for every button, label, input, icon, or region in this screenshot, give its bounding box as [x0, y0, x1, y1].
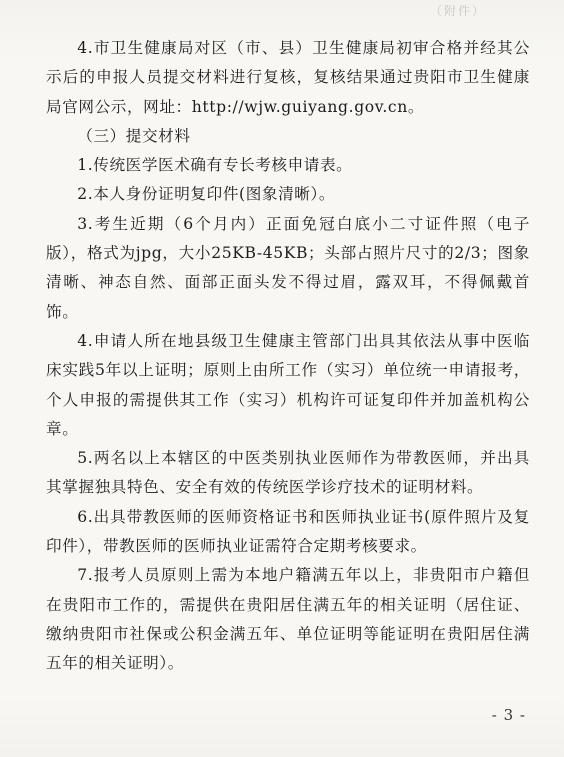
- material-item-4: 4.申请人所在地县级卫生健康主管部门出具其依法从事中医临床实践5年以上证明；原则上由所工作（实习）单位统一申请报考，个人申报的需提供其工作（实习）机构许可证复印件并加盖机构公章。: [46, 331, 530, 438]
- material-item-6: 6.出具带教医师的医师资格证书和医师执业证书(原件照片及复印件），带教医师的医师执业证需符合定期考核要求。: [46, 507, 530, 556]
- material-item-2: 2.本人身份证明复印件(图象清晰）。: [77, 185, 336, 204]
- material-item-5: 5.两名以上本辖区的中医类别执业医师作为带教医师，并出具其掌握独具特色、安全有效的传统医学诊疗技术的证明材料。: [46, 449, 530, 497]
- document-body: [46, 34, 530, 679]
- review-paragraph: 4.市卫生健康局对区（市、县）卫生健康局初审合格并经其公示后的申报人员提交材料进行复核，复核结果通过贵阳市卫生健康局官网公示，网址：http://wjw.guiyang.gov.cn。: [46, 39, 530, 116]
- material-item-3: 3.考生近期（6个月内）正面免冠白底小二寸证件照（电子版），格式为jpg，大小25KB-45KB；头部占照片尺寸的2/3；图象清晰、神态自然、面部正面头发不得过眉，露双耳，不得佩戴首饰。: [46, 214, 530, 321]
- material-item-1: 1.传统医学医术确有专长考核申请表。: [77, 156, 353, 175]
- page-number: - 3 -: [491, 706, 526, 724]
- header-bleed-through: （附件）: [430, 4, 487, 18]
- material-item-7: 7.报考人员原则上需为本地户籍满五年以上，非贵阳市户籍但在贵阳市工作的，需提供在贵阳居住满五年的相关证明（居住证、缴纳贵阳市社保或公积金满五年、单位证明等能证明在贵阳居住满五年的相关证明）。: [46, 566, 530, 673]
- section-heading: （三）提交材料: [77, 126, 191, 145]
